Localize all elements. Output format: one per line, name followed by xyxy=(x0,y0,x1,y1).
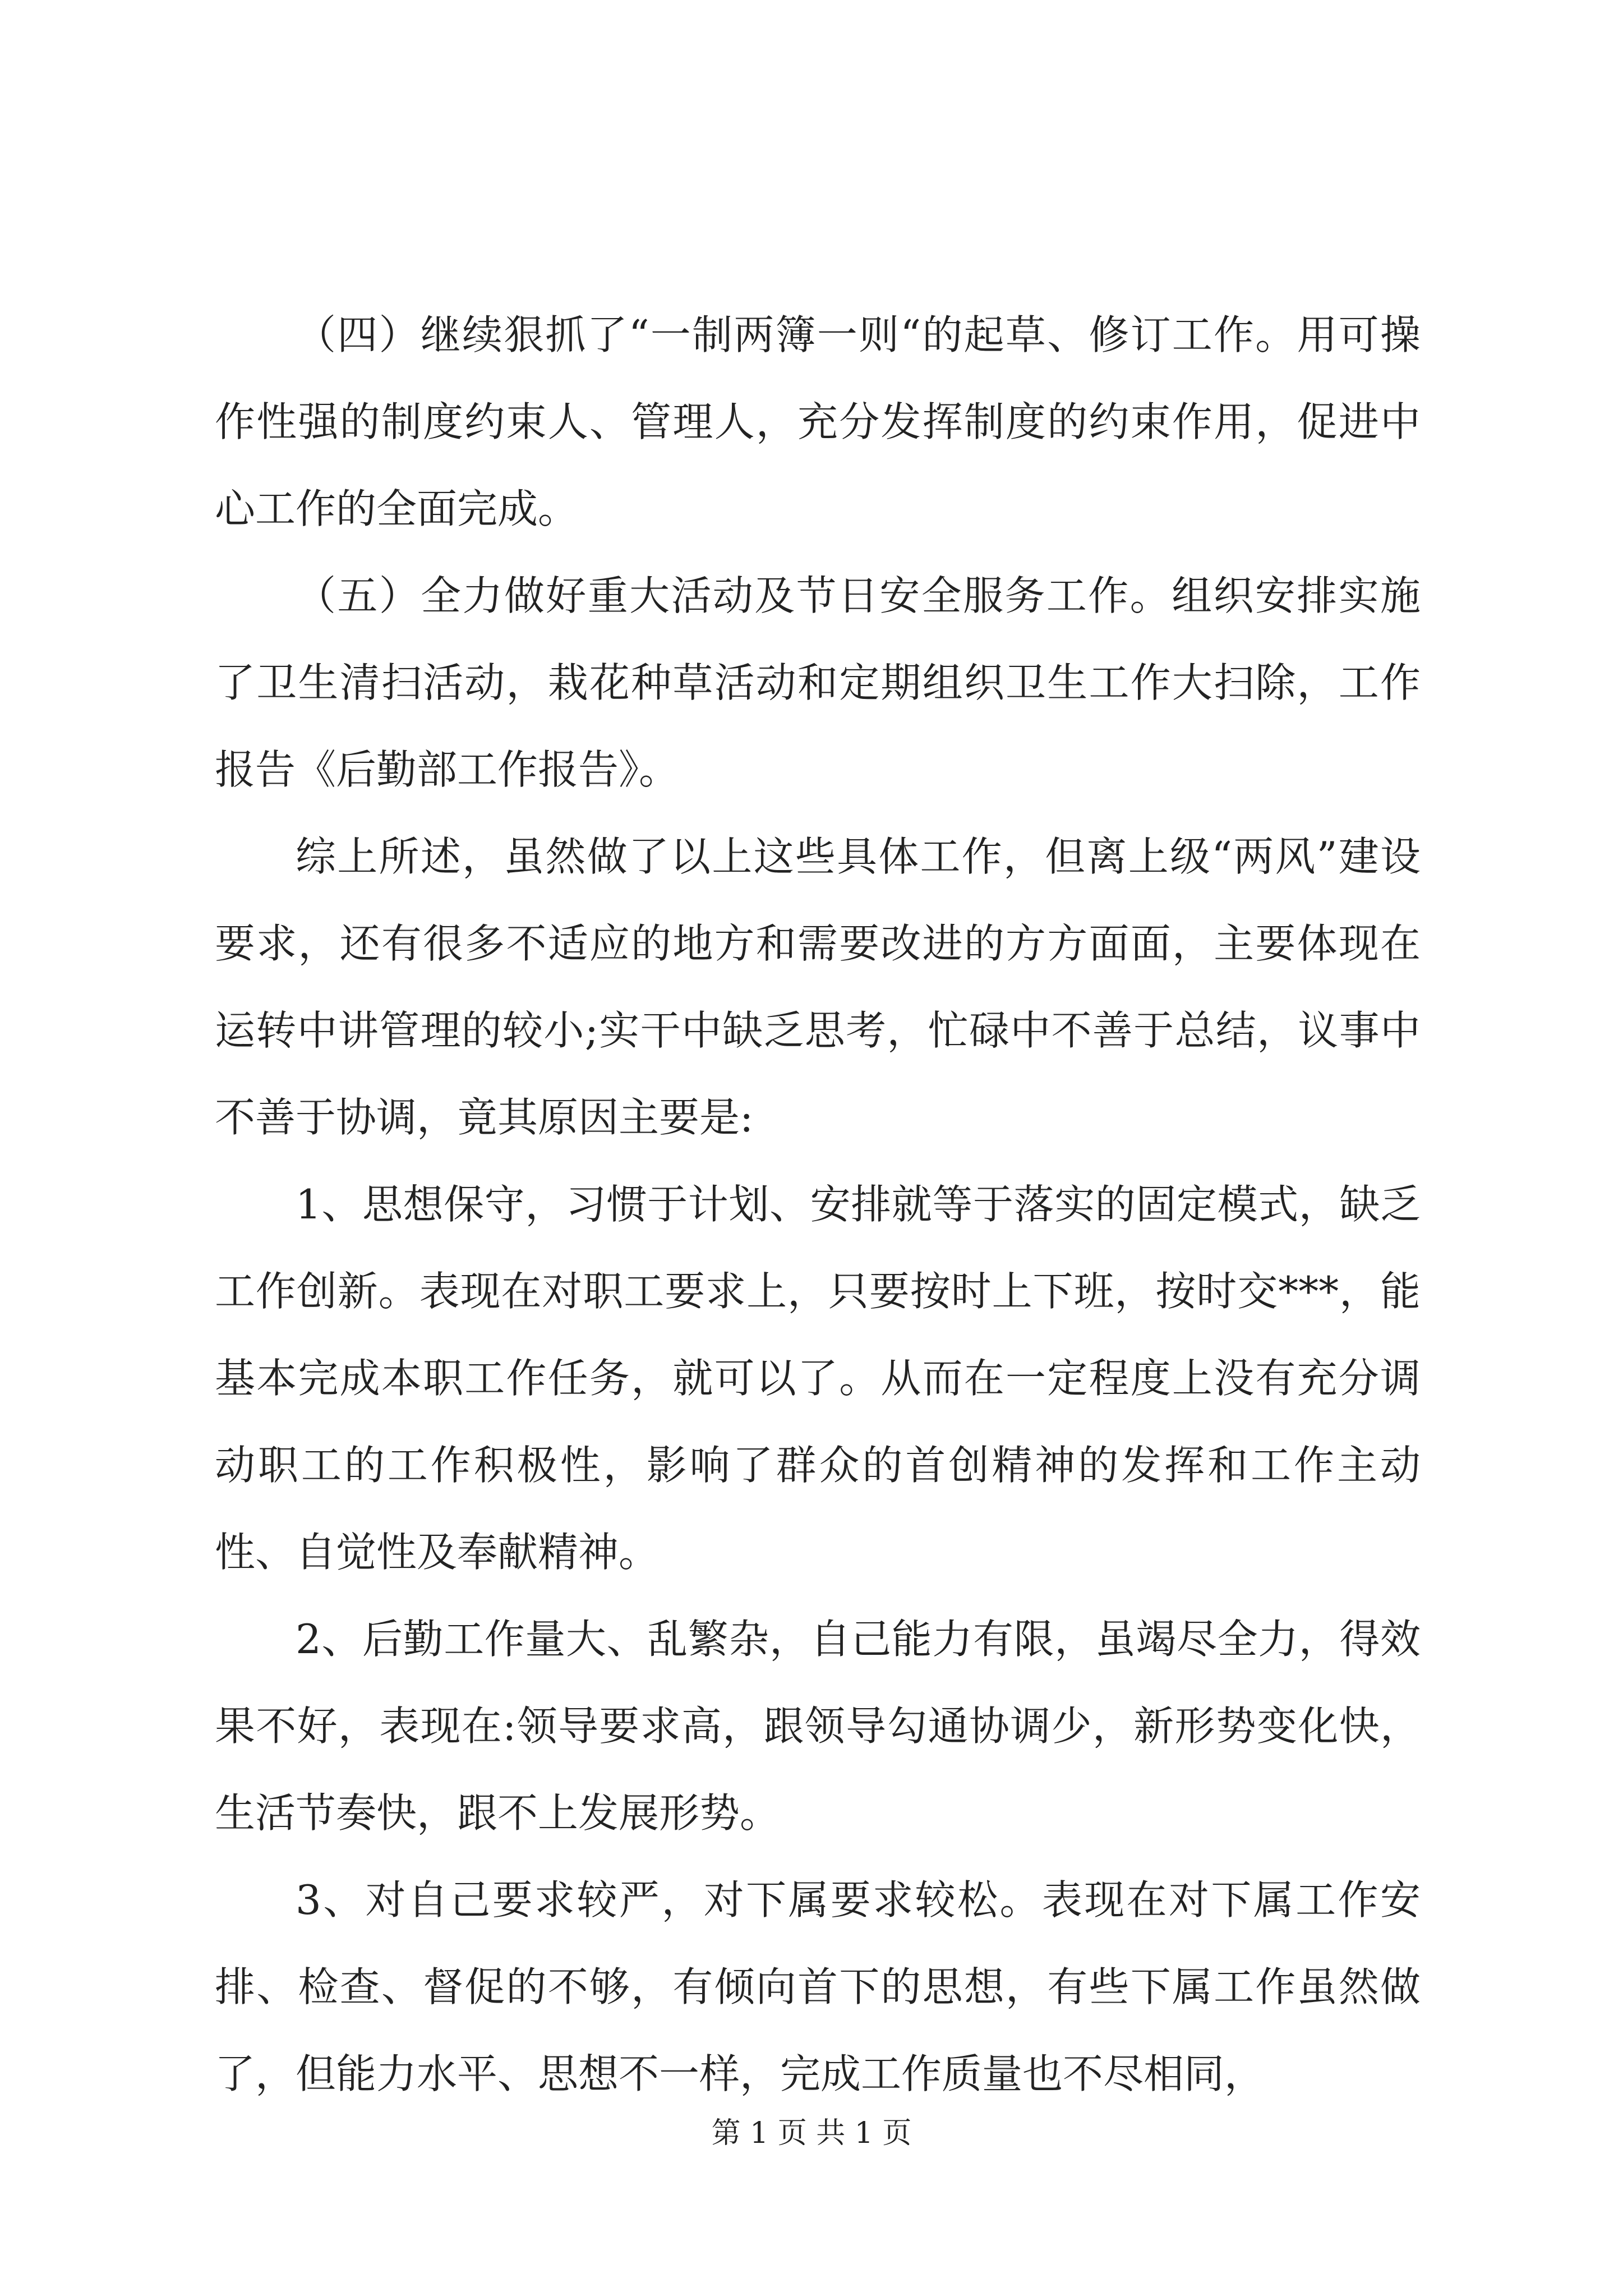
paragraph-cause-2: 2、后勤工作量大、乱繁杂，自己能力有限，虽竭尽全力，得效果不好，表现在:领导要求高，跟领导勾通协调少，新形势变化快，生活节奏快，跟不上发展形势。 xyxy=(215,1616,1421,1837)
paragraph-cause-1: 1、思想保守，习惯于计划、安排就等于落实的固定模式，缺乏工作创新。表现在对职工要求上，只要按时上下班，按时交***，能基本完成本职工作任务，就可以了。从而在一定程度上没有充分调动职工的工作积极性，影响了群众的首创精神的发挥和工作主动性、自觉性及奉献精神。 xyxy=(215,1181,1421,1576)
document-body xyxy=(215,292,1421,2118)
paragraph-cause-3: 3、对自己要求较严，对下属要求较松。表现在对下属工作安排、检查、督促的不够，有倾向首下的思想，有些下属工作虽然做了，但能力水平、思想不一样，完成工作质量也不尽相同， xyxy=(215,1876,1421,2097)
paragraph-4: （四）继续狠抓了“一制两簿一则“的起草、修订工作。用可操作性强的制度约束人、管理人，充分发挥制度的约束作用，促进中心工作的全面完成。 xyxy=(215,311,1421,532)
paragraph-summary: 综上所述，虽然做了以上这些具体工作，但离上级“两风”建设要求，还有很多不适应的地方和需要改进的方方面面，主要体现在运转中讲管理的较小;实干中缺乏思考，忙碌中不善于总结，议事中不善于协调，竟其原因主要是: xyxy=(215,833,1421,1141)
page-footer: 第 1 页 共 1 页 xyxy=(711,2116,912,2150)
paragraph-5: （五）全力做好重大活动及节日安全服务工作。组织安排实施了卫生清扫活动，栽花种草活动和定期组织卫生工作大扫除，工作报告《后勤部工作报告》。 xyxy=(215,572,1421,793)
